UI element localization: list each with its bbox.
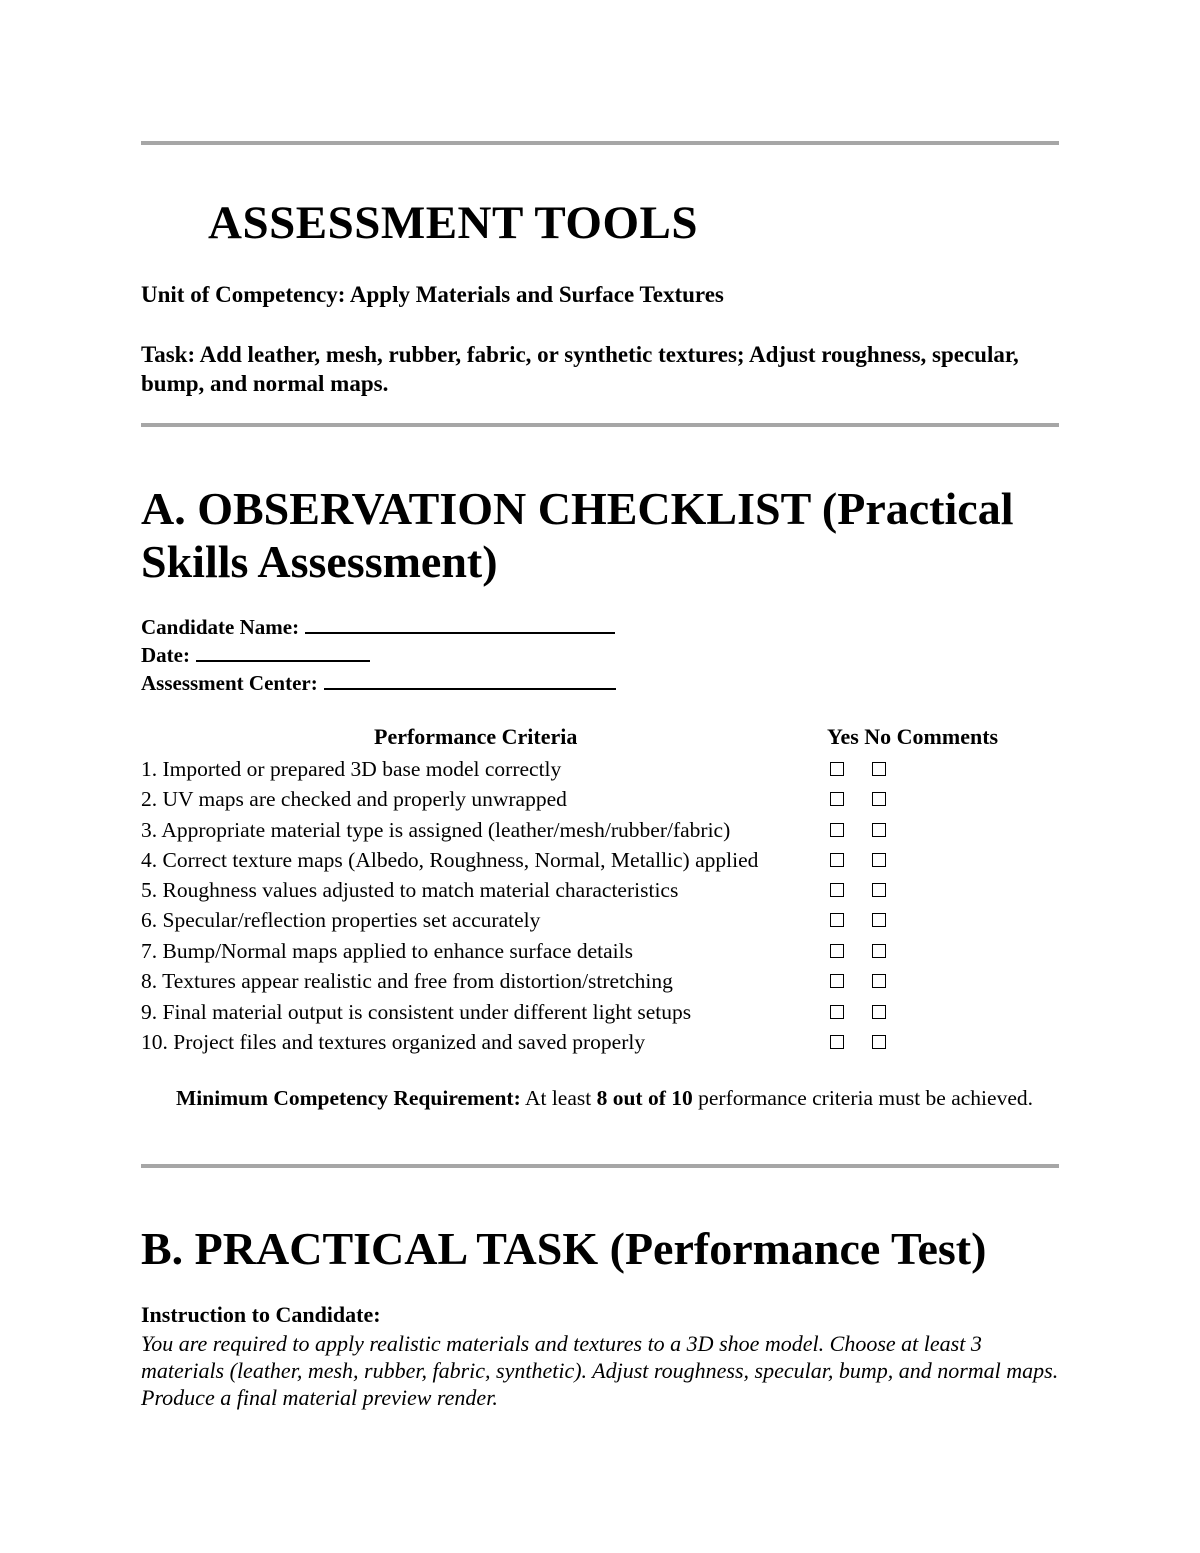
horizontal-rule: [141, 141, 1059, 145]
minimum-competency-requirement: [141, 1084, 1041, 1112]
section-a-heading: A. OBSERVATION CHECKLIST (Practical Skills Assessment): [141, 483, 1014, 587]
criteria-row: [141, 997, 1041, 1027]
date-field[interactable]: [141, 642, 370, 669]
task-description: Task: Add leather, mesh, rubber, fabric, or synthetic textures; Adjust roughness, specular, bump, and normal maps.: [141, 342, 1019, 396]
no-checkbox[interactable]: [872, 792, 886, 806]
date-label: Date:: [141, 643, 190, 667]
criteria-row: [141, 754, 1041, 784]
criteria-text: 9. Final material output is consistent under different light setups: [141, 1000, 692, 1024]
criteria-text: 2. UV maps are checked and properly unwrapped: [141, 787, 567, 811]
criteria-text: 10. Project files and textures organized and saved properly: [141, 1030, 646, 1054]
criteria-text: 5. Roughness values adjusted to match material characteristics: [141, 878, 679, 902]
yes-checkbox[interactable]: [830, 1035, 844, 1049]
yes-no-comments-header: Yes No Comments: [827, 724, 999, 749]
assessment-center-blank[interactable]: [324, 670, 616, 690]
no-checkbox[interactable]: [872, 974, 886, 988]
requirement-label: Minimum Competency Requirement:: [176, 1086, 521, 1110]
criteria-row: [141, 875, 1041, 905]
criteria-text: 1. Imported or prepared 3D base model correctly: [141, 757, 562, 781]
no-checkbox[interactable]: [872, 823, 886, 837]
criteria-row: [141, 966, 1041, 996]
yes-checkbox[interactable]: [830, 944, 844, 958]
unit-of-competency: Unit of Competency: Apply Materials and Surface Textures: [141, 282, 724, 307]
no-checkbox[interactable]: [872, 1035, 886, 1049]
no-checkbox[interactable]: [872, 853, 886, 867]
instruction-label: Instruction to Candidate:: [141, 1302, 381, 1327]
criteria-row: [141, 1027, 1041, 1057]
criteria-text: 3. Appropriate material type is assigned (leather/mesh/rubber/fabric): [141, 818, 731, 842]
yes-checkbox[interactable]: [830, 913, 844, 927]
section-b-heading: B. PRACTICAL TASK (Performance Test): [141, 1223, 987, 1274]
horizontal-rule: [141, 423, 1059, 427]
criteria-row: [141, 905, 1041, 935]
criteria-row: [141, 845, 1041, 875]
yes-checkbox[interactable]: [830, 853, 844, 867]
requirement-value: 8 out of 10: [596, 1086, 693, 1110]
criteria-text: 8. Textures appear realistic and free from distortion/stretching: [141, 969, 673, 993]
yes-checkbox[interactable]: [830, 883, 844, 897]
requirement-text-after: performance criteria must be achieved.: [692, 1086, 1033, 1110]
no-checkbox[interactable]: [872, 1005, 886, 1019]
assessment-center-field[interactable]: [141, 670, 616, 697]
horizontal-rule: [141, 1164, 1059, 1168]
yes-checkbox[interactable]: [830, 823, 844, 837]
no-checkbox[interactable]: [872, 913, 886, 927]
page-title: ASSESSMENT TOOLS: [208, 197, 699, 249]
no-checkbox[interactable]: [872, 944, 886, 958]
candidate-name-label: Candidate Name:: [141, 615, 300, 639]
candidate-name-field[interactable]: [141, 614, 615, 641]
yes-checkbox[interactable]: [830, 762, 844, 776]
yes-checkbox[interactable]: [830, 1005, 844, 1019]
criteria-row: [141, 936, 1041, 966]
no-checkbox[interactable]: [872, 762, 886, 776]
candidate-name-blank[interactable]: [305, 614, 615, 634]
criteria-text: 4. Correct texture maps (Albedo, Roughness, Normal, Metallic) applied: [141, 848, 759, 872]
criteria-text: 7. Bump/Normal maps applied to enhance surface details: [141, 939, 633, 963]
criteria-text: 6. Specular/reflection properties set accurately: [141, 908, 541, 932]
yes-checkbox[interactable]: [830, 974, 844, 988]
date-blank[interactable]: [196, 642, 370, 662]
yes-checkbox[interactable]: [830, 792, 844, 806]
criteria-row: [141, 815, 1041, 845]
requirement-text-before: At least: [520, 1086, 597, 1110]
assessment-center-label: Assessment Center:: [141, 671, 318, 695]
no-checkbox[interactable]: [872, 883, 886, 897]
criteria-column-header: Performance Criteria: [374, 724, 578, 749]
criteria-row: [141, 784, 1041, 814]
instruction-text: You are required to apply realistic materials and textures to a 3D shoe model. Choose at least 3 materials (leather, mesh, rubber, fabric, synthetic). Adjust roughness, specular, bump, and normal maps. Produce a final material preview render.: [141, 1331, 1059, 1410]
